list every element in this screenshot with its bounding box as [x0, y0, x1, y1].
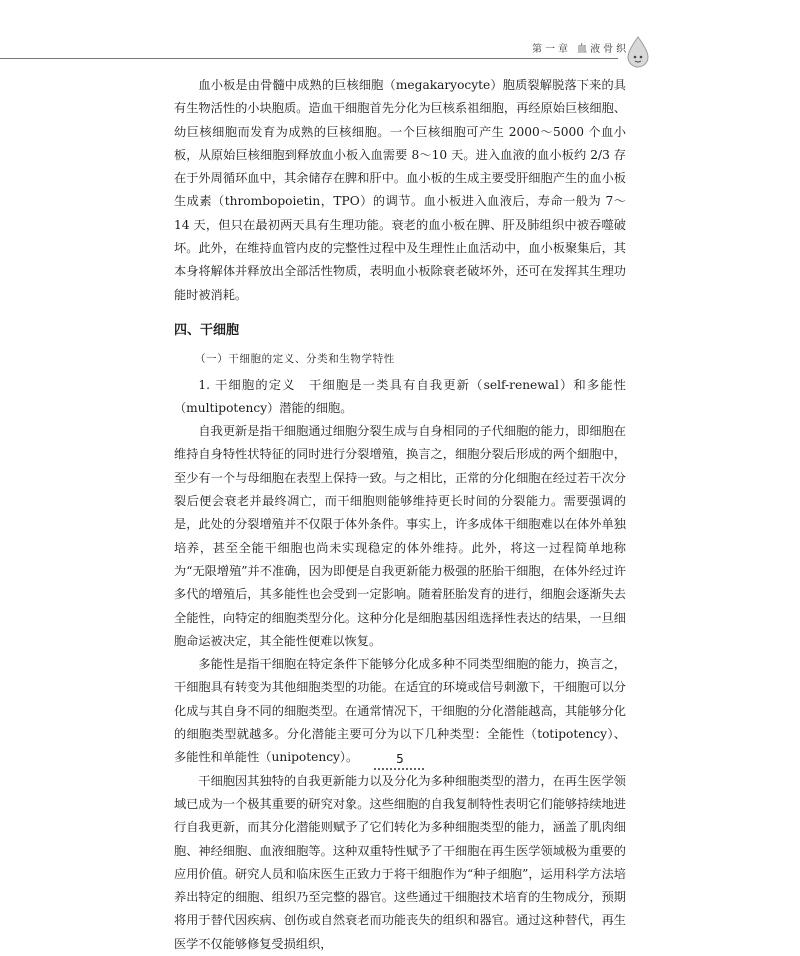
section-title: 四、干细胞 — [174, 322, 240, 338]
blood-drop-icon — [626, 36, 650, 68]
paragraph-self-renewal: 自我更新是指干细胞通过细胞分裂生成与自身相同的子代细胞的能力，即细胞在维持自身特性状特征的同时进行分裂增殖，换言之，细胞分裂后形成的两个細胞中，至少有一个与母细胞在表型上保持一致。与之相比，正常的分化细胞在经过若干次分裂后便会衰老并最终凋亡，而干细胞则能够维持更长时间的分裂能力。需要强调的是，此处的分裂增殖并不仅限于体外条件。事实上，许多成体干细胞难以在体外单独培养，甚至全能干细胞也尚未实现稳定的体外维持。此外，将这一过程简单地称为“无限增殖”并不准确，因为即便是自我更新能力极强的胚胎干细胞，在体外经过许多代的增殖后，其多能性也会受到一定影响。随着胚胎发育的进行，细胞会逐渐失去全能性，向特定的细胞类型分化。这种分化是细胞基因组选择性表达的结果，一旦细胞命运被决定，其全能性便难以恢复。 — [174, 424, 626, 648]
page-body — [174, 74, 626, 956]
paragraph-regenerative-medicine: 干细胞因其独特的自我更新能力以及分化为多种细胞类型的潜力，在再生医学领域已成为一个极其重要的研究对象。这些细胞的自我复制特性表明它们能够持续地进行自我更新，而其分化潜能则赋予了它们转化为多种细胞类型的能力，涵盖了肌肉细胞、神经细胞、血液细胞等。这种双重特性赋予了干细胞在再生医学领域极为重要的应用价值。研究人员和临床医生正致力于将干细胞作为“种子细胞”，运用科学方法培养出特定的细胞、组织乃至完整的器官。这些通过干细胞技术培育的生物成分，预期将用于替代因疾病、创伤或自然衰老而功能丧失的组织和器官。通过这种替代，再生医学不仅能够修复受损组织， — [174, 773, 626, 951]
paragraph-definition: 1. 干细胞的定义 干细胞是一类具有自我更新（self-renewal）和多能性（multipotency）潜能的细胞。 — [174, 377, 626, 415]
header-rule — [0, 58, 618, 59]
subsection-title: （一）干细胞的定义、分类和生物学特性 — [195, 353, 395, 366]
page-number: 5 — [396, 752, 404, 766]
running-head: 第一章 血液骨织 — [532, 44, 630, 55]
paragraph-multipotency: 多能性是指干细胞在特定条件下能够分化成多种不同类型细胞的能力，换言之，干细胞具有转变为其他细胞类型的功能。在适宜的环境或信号刺激下，干细胞可以分化成与其自身不同的细胞类型。在通常情况下，干细胞的分化潜能越高，其能够分化的细胞类型就越多。分化潜能主要可分为以下几种类型：全能性（totipotency）、多能性和单能性（unipotency）。 — [174, 657, 626, 765]
page-number-ornament — [374, 768, 426, 770]
paragraph-platelets: 血小板是由骨髓中成熟的巨核细胞（megakaryocyte）胞质裂解脱落下来的具有生物活性的小块胞质。造血干细胞首先分化为巨核系祖细胞，再经原始巨核细胞、幼巨核细胞而发育为成熟的巨核细胞。一个巨核细胞可产生 2000～5000 个血小板，从原始巨核细胞到释放血小板入血需要 8～10 天。进入血液的血小板约 2/3 存在于外周循环血中，其余储存在脾和肝中。血小板的生成主要受肝细胞产生的血小板生成素（thrombopoietin，TPO）的调节。血小板进入血液后，寿命一般为 7～14 天，但只在最初两天具有生理功能。衰老的血小板在脾、肝及肺组织中被吞噬破坏。此外，在维持血管内皮的完整性过程中及生理性止血活动中，血小板聚集后，其本身将解体并释放出全部活性物质，表明血小板除衰老破坏外，还可在发挥其生理功能时被消耗。 — [174, 78, 626, 302]
